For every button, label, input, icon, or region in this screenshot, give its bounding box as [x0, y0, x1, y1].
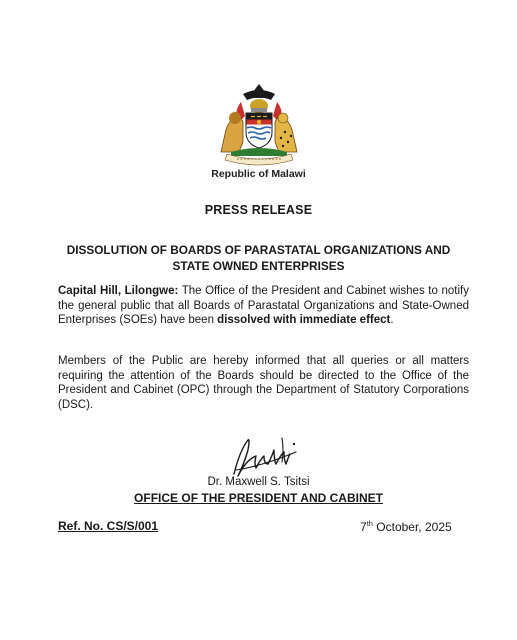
announcement-text: The Office of the President and Cabinet wishes to notify the general public that all Boards of Parastatal Organizations and State-Owned Enterprises (SOEs) have been — [58, 285, 469, 327]
page-title — [60, 243, 457, 274]
reference-number: Ref. No. CS/S/001 — [58, 519, 159, 533]
signatory-name: Dr. Maxwell S. Tsitsi — [207, 476, 310, 488]
announcement-emphasis: dissolved with immediate effect — [217, 314, 391, 327]
document-label: PRESS RELEASE — [204, 203, 313, 217]
malawi-coat-of-arms-icon — [213, 82, 305, 166]
date-month-year: October, 2025 — [372, 520, 452, 534]
issuing-office: OFFICE OF THE PRESIDENT AND CABINET — [134, 491, 383, 505]
paragraph-announcement — [58, 284, 469, 328]
title-line-2: STATE OWNED ENTERPRISES — [172, 258, 345, 273]
date-suffix: th — [366, 519, 373, 528]
paragraph-notice: Members of the Public are hereby informed that all queries or all matters requiring the attention of the Boards should be directed to the Office of the President and Cabinet (OPC) through the Department of Statutory Corporations (DSC). — [58, 355, 469, 411]
dateline: Capital Hill, Lilongwe: — [58, 285, 179, 297]
title-line-1: DISSOLUTION OF BOARDS OF PARASTATAL ORGANIZATIONS AND — [66, 243, 451, 257]
date-day: 7 — [360, 520, 367, 534]
country-name: Republic of Malawi — [211, 168, 306, 180]
announcement-end: . — [390, 314, 394, 327]
issue-date — [360, 519, 452, 534]
